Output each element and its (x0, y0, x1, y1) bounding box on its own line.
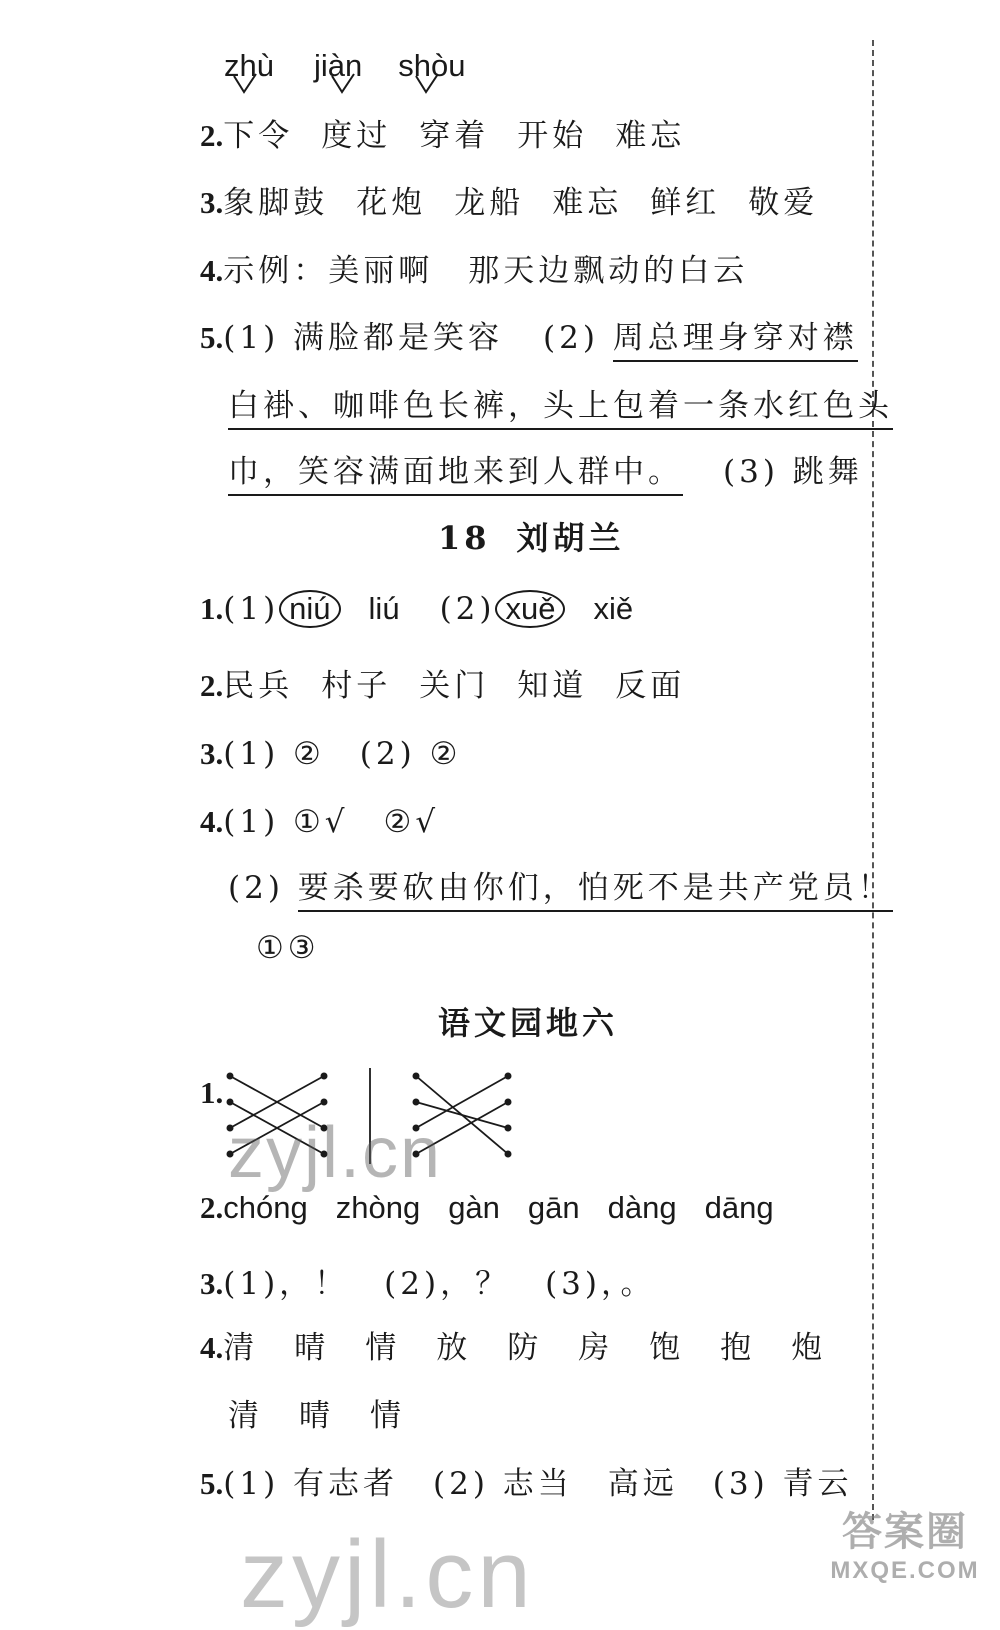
q2-line: 2.下令 度过 穿着 开始 难忘 (200, 118, 686, 154)
s3-q4-line2: 清 晴 情 (228, 1398, 401, 1434)
q4-line: 4.示例：美丽啊 那天边飘动的白云 (200, 253, 749, 289)
pinyin-2: jiàn (313, 48, 363, 83)
circled-pinyin: xuě (495, 590, 565, 628)
s2-q1-line: 1.(1) niú liú (2) xuě xiě (200, 591, 634, 627)
s3-q5-line: 5.(1) 有志者 (2) 志当 高远 (3) 青云 (200, 1466, 853, 1502)
pinyin-1: zhù (224, 48, 274, 83)
s3-q3-line: 3.(1)，！ (2)，？ (3)，。 (200, 1266, 656, 1302)
section-title-18: 18 刘胡兰 (438, 519, 625, 557)
logo-url: MXQE.COM (830, 1557, 980, 1584)
s2-q4-line: 4.(1) ①√ ②√ (200, 804, 440, 840)
logo-title: 答案圈 (842, 1509, 968, 1555)
s3-q1-line: 1. (200, 1075, 224, 1110)
check-marks-icon (220, 70, 480, 96)
underlined-answer: 周总理身穿对襟 (613, 320, 858, 362)
watermark-text: zyjl.cn (228, 1113, 443, 1193)
fold-divider (872, 40, 874, 1520)
s2-q4-line3: ①③ (256, 930, 320, 966)
s2-q3-line: 3.(1) ② (2) ② (200, 736, 462, 772)
q3-line: 3.象脚鼓 花炮 龙船 难忘 鲜红 敬爱 (200, 185, 819, 221)
q5-line2: 白褂、咖啡色长裤，头上包着一条水红色头 (228, 380, 893, 425)
pinyin-3: shòu (398, 48, 466, 83)
q5-line1: 5.(1) 满脸都是笑容 (2) 周总理身穿对襟 (200, 312, 858, 357)
q5-line3: 巾，笑容满面地来到人群中。 (3) 跳舞 (228, 446, 863, 491)
section-title-garden6: 语文园地六 (438, 1004, 619, 1042)
s3-q2-line: 2.chóng zhòng gàn gān dàng dāng (200, 1190, 774, 1225)
circled-pinyin: niú (279, 590, 340, 628)
s2-q4-line2: (2) 要杀要砍由你们，怕死不是共产党员！ (228, 862, 893, 907)
watermark-bottom: zyjl.cn (240, 1521, 535, 1628)
s3-q4-line: 4.清 晴 情 放 防 房 饱 抱 炮 (200, 1330, 823, 1366)
s2-q2-line: 2.民兵 村子 关门 知道 反面 (200, 668, 686, 704)
site-logo (820, 1500, 990, 1585)
